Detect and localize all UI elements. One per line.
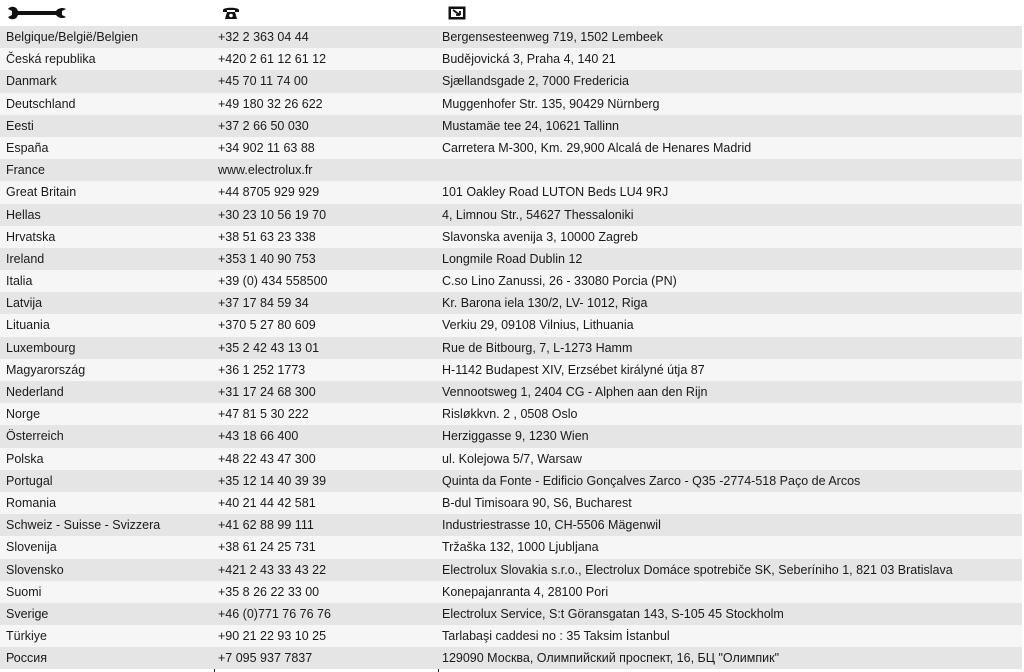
address: 101 Oakley Road LUTON Beds LU4 9RJ	[442, 185, 669, 200]
phone-number: +48 22 43 47 300	[218, 451, 316, 466]
table-row	[0, 359, 1022, 381]
country-name: Schweiz - Suisse - Svizzera	[6, 518, 161, 533]
phone-number: +38 61 24 25 731	[218, 540, 316, 555]
phone-number: +90 21 22 93 10 25	[218, 629, 327, 644]
table-row	[0, 270, 1022, 292]
phone-number: +353 1 40 90 753	[218, 251, 316, 266]
table-header	[0, 0, 1022, 26]
phone-number: +47 81 5 30 222	[218, 407, 309, 422]
address: C.so Lino Zanussi, 26 - 33080 Porcia (PN)	[442, 274, 677, 289]
address: Quinta da Fonte - Edificio Gonçalves Zarco - Q35 -2774-518 Paço de Arcos	[442, 473, 861, 488]
table-row	[0, 403, 1022, 425]
phone-number: +34 902 11 63 88	[218, 140, 315, 155]
address: Industriestrasse 10, CH-5506 Mägenwil	[442, 518, 661, 533]
country-name: Lituania	[6, 318, 50, 333]
country-name: España	[6, 140, 49, 155]
table-row	[0, 115, 1022, 137]
country-name: Romania	[6, 495, 57, 510]
table-row	[0, 248, 1022, 270]
phone-number: +45 70 11 74 00	[218, 74, 308, 89]
address: H-1142 Budapest XIV, Erzsébet királyné útja 87	[442, 362, 705, 377]
country-name: Norge	[6, 407, 41, 422]
phone-number: +37 17 84 59 34	[218, 296, 309, 311]
phone-number: +32 2 363 04 44	[218, 30, 309, 44]
address: Bergensesteenweg 719, 1502 Lembeek	[442, 30, 663, 44]
country-name: Eesti	[6, 118, 34, 133]
phone-number: +37 2 66 50 030	[218, 118, 309, 133]
phone-number: +46 (0)771 76 76 76	[218, 606, 331, 621]
country-name: Deutschland	[6, 96, 76, 111]
address: Carretera M-300, Km. 29,900 Alcalá de Henares Madrid	[442, 140, 752, 155]
address: Electrolux Service, S:t Göransgatan 143, S-105 45 Stockholm	[442, 606, 784, 621]
address: Rue de Bitbourg, 7, L-1273 Hamm	[442, 340, 633, 355]
website-link[interactable]: www.electrolux.fr	[218, 163, 313, 178]
address: Tarlabaşi caddesi no : 35 Taksim İstanbul	[442, 629, 670, 644]
address: Vennootsweg 1, 2404 CG - Alphen aan den Rijn	[442, 385, 708, 399]
phone-number: +30 23 10 56 19 70	[218, 207, 327, 222]
address: Slavonska avenija 3, 10000 Zagreb	[442, 229, 638, 244]
table-row	[0, 448, 1022, 470]
country-name: Great Britain	[6, 185, 77, 200]
address: Kr. Barona iela 130/2, LV- 1012, Riga	[442, 296, 648, 311]
table-row	[0, 70, 1022, 92]
country-name: Россия	[6, 651, 47, 666]
table-row	[0, 625, 1022, 647]
address: Konepajanranta 4, 28100 Pori	[442, 584, 609, 599]
phone-number: +370 5 27 80 609	[218, 318, 316, 333]
country-name: Ireland	[6, 251, 45, 266]
table-row	[0, 337, 1022, 359]
table-body	[0, 26, 1022, 669]
address: Longmile Road Dublin 12	[442, 251, 583, 266]
country-name: Sverige	[6, 606, 49, 621]
phone-number: +36 1 252 1773	[218, 362, 306, 377]
address: ul. Kolejowa 5/7, Warsaw	[442, 451, 582, 466]
address: Verkiu 29, 09108 Vilnius, Lithuania	[442, 318, 634, 333]
country-name: Latvija	[6, 296, 43, 311]
table-row	[0, 314, 1022, 336]
table-row	[0, 559, 1022, 581]
phone-number: +44 8705 929 929	[218, 185, 320, 200]
phone-number: +35 12 14 40 39 39	[218, 473, 327, 488]
table-row	[0, 93, 1022, 115]
phone-number: +31 17 24 68 300	[218, 385, 316, 399]
table-row	[0, 159, 1022, 181]
country-name: Türkiye	[6, 629, 47, 644]
table-row	[0, 581, 1022, 603]
table-row	[0, 492, 1022, 514]
phone-number: +420 2 61 12 61 12	[218, 52, 327, 67]
address: Risløkkvn. 2 , 0508 Oslo	[442, 407, 578, 422]
table-row	[0, 26, 1022, 48]
phone-number: +39 (0) 434 558500	[218, 274, 328, 289]
address: Herziggasse 9, 1230 Wien	[442, 429, 589, 444]
country-name: Magyarország	[6, 362, 86, 377]
phone-number: +40 21 44 42 581	[218, 495, 316, 510]
table-row	[0, 536, 1022, 558]
address: Muggenhofer Str. 135, 90429 Nürnberg	[442, 96, 660, 111]
country-name: Portugal	[6, 473, 53, 488]
table-row	[0, 647, 1022, 669]
address: Mustamäe tee 24, 10621 Tallinn	[442, 118, 619, 133]
country-name: Hellas	[6, 207, 41, 222]
country-name: Italia	[6, 274, 33, 289]
country-name: Slovensko	[6, 562, 64, 577]
address: 4, Limnou Str., 54627 Thessaloniki	[442, 207, 634, 222]
table-row	[0, 48, 1022, 70]
address: Budějovická 3, Praha 4, 140 21	[442, 52, 616, 67]
country-name: Österreich	[6, 429, 64, 444]
country-name: Slovenija	[6, 540, 57, 555]
phone-number: +421 2 43 33 43 22	[218, 562, 327, 577]
table-row	[0, 137, 1022, 159]
table-row	[0, 425, 1022, 447]
country-name: Danmark	[6, 74, 57, 89]
address: B-dul Timisoara 90, S6, Bucharest	[442, 495, 632, 510]
table-row	[0, 381, 1022, 403]
country-name: Polska	[6, 451, 44, 466]
table-row	[0, 603, 1022, 625]
phone-number: +35 2 42 43 13 01	[218, 340, 320, 355]
address: Sjællandsgade 2, 7000 Fredericia	[442, 74, 629, 89]
address: Tržaška 132, 1000 Ljubljana	[442, 540, 599, 555]
country-name: Česká republika	[6, 52, 96, 67]
address: 129090 Москва, Олимпийский проспект, 16, БЦ "Олимпик"	[442, 651, 780, 666]
country-name: Belgique/België/Belgien	[6, 30, 139, 44]
country-name: Suomi	[6, 584, 42, 599]
address: Electrolux Slovakia s.r.o., Electrolux Domáce spotrebiče SK, Seberíniho 1, 821 03 Bratislava	[442, 562, 953, 577]
phone-number: +49 180 32 26 622	[218, 96, 323, 111]
table-row	[0, 181, 1022, 203]
phone-number: +38 51 63 23 338	[218, 229, 316, 244]
table-row	[0, 204, 1022, 226]
phone-number: +35 8 26 22 33 00	[218, 584, 320, 599]
table-row	[0, 514, 1022, 536]
phone-number: +7 095 937 7837	[218, 651, 313, 666]
table-row	[0, 226, 1022, 248]
country-name: Hrvatska	[6, 229, 56, 244]
table-row	[0, 292, 1022, 314]
phone-number: +41 62 88 99 111	[218, 518, 314, 533]
phone-number: +43 18 66 400	[218, 429, 299, 444]
country-name: Luxembourg	[6, 340, 76, 355]
country-name: France	[6, 163, 45, 178]
country-name: Nederland	[6, 385, 64, 399]
table-row	[0, 470, 1022, 492]
